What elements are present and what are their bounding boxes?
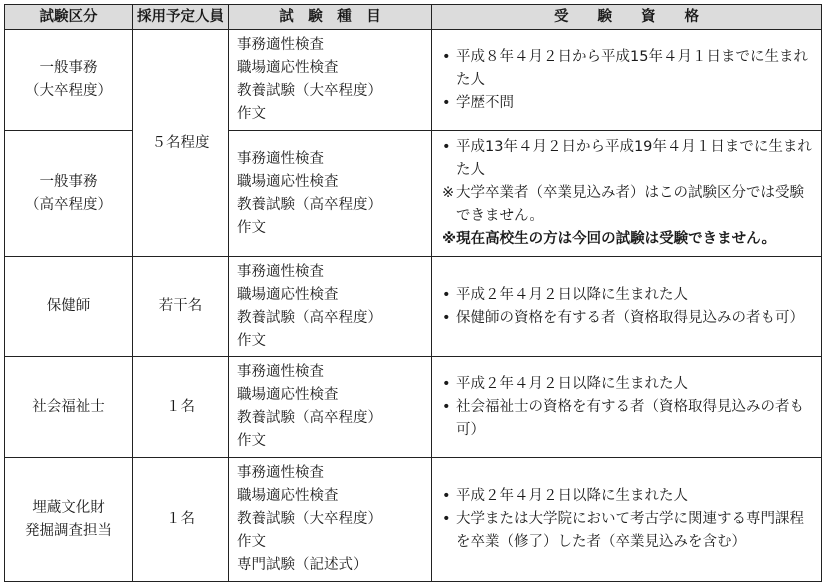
exam-item: 事務適性検査 (237, 150, 324, 167)
headcount-cell: １名 (133, 458, 229, 582)
qualifications-cell (432, 257, 822, 357)
qualifications-cell (432, 458, 822, 582)
qualifications-cell (432, 131, 822, 257)
headcount-cell: １名 (133, 357, 229, 458)
qualification-note: ※ 大学卒業者（卒業見込み者）はこの試験区分では受験できません。 (442, 185, 804, 224)
qualification-item: • 大学または大学院において考古学に関連する専門課程を卒業（修了）した者（卒業見込みを含む） (442, 511, 804, 550)
category-line: 一般事務 (39, 60, 98, 76)
category-cell (5, 458, 133, 582)
exams-cell (229, 30, 432, 131)
table-row (5, 357, 822, 458)
exam-item: 事務適性検査 (237, 364, 324, 380)
exam-item: 職場適応性検査 (237, 387, 339, 403)
exam-item: 職場適応性検査 (237, 60, 339, 76)
qualification-note: ※ 現在高校生の方は今回の試験は受験できません。 (442, 231, 776, 247)
qualification-item: • 社会福祉士の資格を有する者（資格取得見込みの者も可） (442, 398, 804, 438)
header-row (5, 5, 822, 30)
exam-item: 作文 (237, 534, 266, 550)
qualification-item: • 平成２年４月２日以降に生まれた人 (442, 375, 688, 392)
category-cell (5, 257, 133, 357)
category-line: 発掘調査担当 (25, 522, 112, 539)
exam-item: 作文 (237, 332, 266, 349)
table-row (5, 257, 822, 357)
exam-item: 作文 (237, 106, 266, 122)
qualification-item: • 学歴不問 (442, 94, 514, 111)
qualification-item: • 保健師の資格を有する者（資格取得見込みの者も可） (442, 309, 804, 326)
exam-item: 事務適性検査 (237, 465, 324, 481)
exam-item: 教養試験（高卒程度） (237, 309, 382, 326)
category-cell (5, 357, 133, 458)
header-headcount: 採用予定人員 (133, 5, 229, 30)
table-row (5, 131, 822, 257)
category-cell (5, 30, 133, 131)
category-line: 埋蔵文化財 (32, 499, 105, 516)
header-exams: 試 験 種 目 (229, 5, 432, 30)
qualification-item: • 平成２年４月２日以降に生まれた人 (442, 286, 688, 303)
exam-item: 教養試験（高卒程度） (237, 196, 382, 213)
exam-item: 教養試験（大卒程度） (237, 83, 382, 99)
category-line: （大卒程度） (25, 83, 112, 99)
qualification-item: • 平成13年４月２日から平成19年４月１日までに生まれた人 (442, 139, 812, 178)
exam-item: 職場適応性検査 (237, 173, 339, 190)
exam-item: 事務適性検査 (237, 263, 324, 280)
header-category: 試験区分 (5, 5, 133, 30)
qualifications-cell (432, 357, 822, 458)
headcount-cell: 若干名 (133, 257, 229, 357)
category-cell (5, 131, 133, 257)
table-row (5, 30, 822, 131)
exam-item: 専門試験（記述式） (237, 557, 368, 573)
exam-item: 事務適性検査 (237, 37, 324, 53)
exam-item: 教養試験（大卒程度） (237, 511, 382, 527)
exam-item: 作文 (237, 219, 266, 236)
exams-cell (229, 357, 432, 458)
category-line: 社会福祉士 (32, 398, 105, 415)
exam-item: 教養試験（高卒程度） (237, 410, 382, 426)
qualification-item: • 平成２年４月２日以降に生まれた人 (442, 488, 688, 504)
qualifications-cell (432, 30, 822, 131)
exams-cell (229, 131, 432, 257)
headcount-cell: ５名程度 (133, 30, 229, 257)
category-line: 一般事務 (39, 173, 98, 190)
qualification-item: • 平成８年４月２日から平成15年４月１日までに生まれた人 (442, 48, 808, 88)
exams-cell (229, 257, 432, 357)
table-row (5, 458, 822, 582)
exam-item: 作文 (237, 433, 266, 449)
category-line: 保健師 (46, 298, 91, 314)
category-line: （高卒程度） (25, 196, 112, 213)
recruitment-table (4, 4, 822, 582)
exam-item: 職場適応性検査 (237, 488, 339, 504)
exam-item: 職場適応性検査 (237, 286, 339, 303)
exams-cell (229, 458, 432, 582)
header-qualifications: 受 験 資 格 (432, 5, 822, 30)
